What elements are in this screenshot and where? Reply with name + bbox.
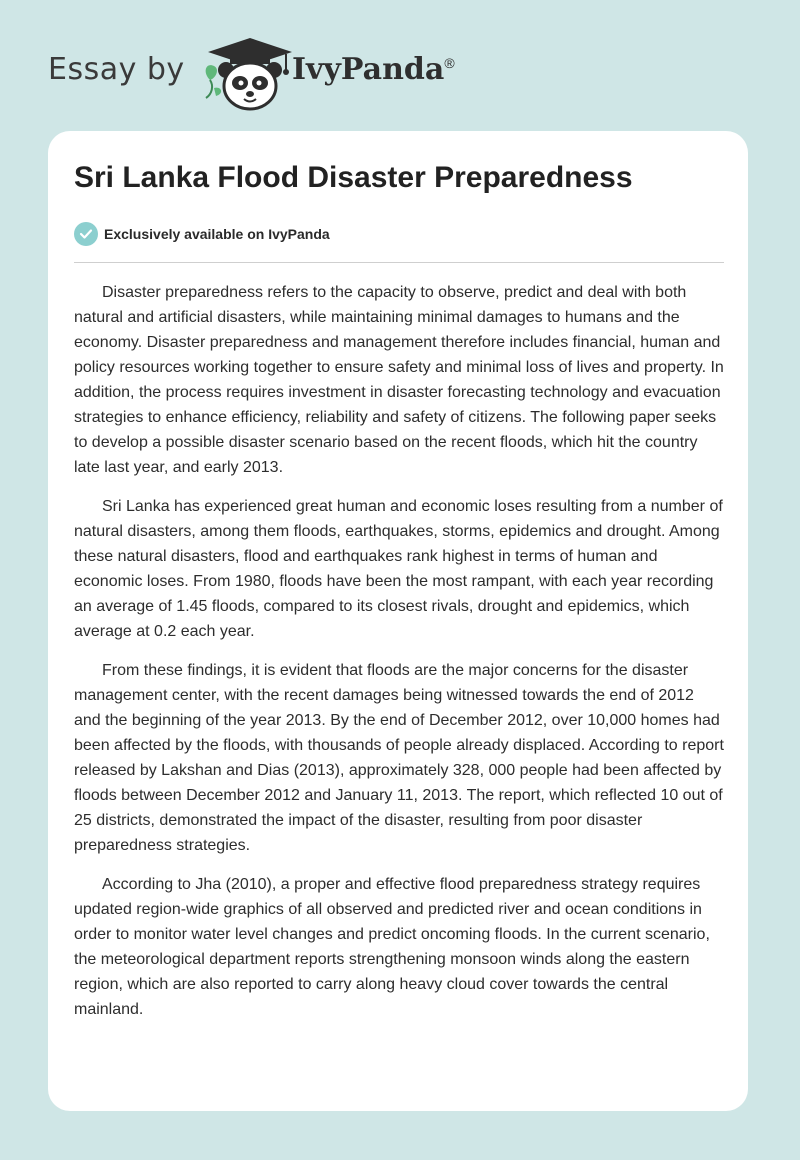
title-divider xyxy=(74,262,724,263)
paragraph: From these findings, it is evident that floods are the major concerns for the disaster management center, with the recent damages being witnessed towards the end of 2012 and the beginning of the year 2013. By the end of December 2012, over 10,000 homes had been affected by the floods, with thousands of people already displaced. According to report released by Lakshan and Dias (2013), approximately 328, 000 people had been affected by floods between December 2012 and January 11, 2013. The report, which reflected 10 out of 25 districts, demonstrated the impact of the disaster, resulting from poor disaster preparedness strategies. xyxy=(74,662,724,854)
site-header xyxy=(0,0,800,120)
page-title: Sri Lanka Flood Disaster Preparedness xyxy=(74,161,633,194)
article-body xyxy=(74,280,724,1036)
exclusive-badge-text: Exclusively available on IvyPanda xyxy=(104,226,330,242)
essay-by-label: Essay by xyxy=(48,52,185,87)
brand-name[interactable] xyxy=(292,52,455,87)
paragraph: Sri Lanka has experienced great human and economic loses resulting from a number of natural disasters, among them floods, earthquakes, storms, epidemics and drought. Among these natural disasters, flood and earthquakes rank highest in terms of human and economic loses. From 1980, floods have been the most rampant, with each year recording an average of 1.45 floods, compared to its closest rivals, drought and epidemics, which average at 0.2 each year. xyxy=(74,498,723,640)
exclusive-badge xyxy=(74,222,330,246)
check-circle-icon xyxy=(74,222,98,246)
paragraph: According to Jha (2010), a proper and effective flood preparedness strategy requires updated region-wide graphics of all observed and predicted river and ocean conditions in order to monitor water level changes and predict oncoming floods. In the current scenario, the meteorological department reports strengthening monsoon winds along the eastern region, which are also reported to carry along heavy cloud cover towards the central mainland. xyxy=(74,876,710,1018)
registered-mark: ® xyxy=(444,55,455,71)
brand-name-text: IvyPanda xyxy=(292,52,445,87)
paragraph: Disaster preparedness refers to the capacity to observe, predict and deal with both natural and artificial disasters, while maintaining minimal damages to humans and the economy. Disaster preparedness and management therefore includes financial, human and policy resources working together to ensure safety and minimal loss of lives and property. In addition, the process requires investment in disaster forecasting technology and evacuation strategies to enhance efficiency, reliability and safety of citizens. The following paper seeks to develop a possible disaster scenario based on the recent floods, which hit the country late last year, and early 2013. xyxy=(74,284,724,476)
panda-logo-icon[interactable] xyxy=(200,36,300,112)
article-card xyxy=(48,131,748,1111)
